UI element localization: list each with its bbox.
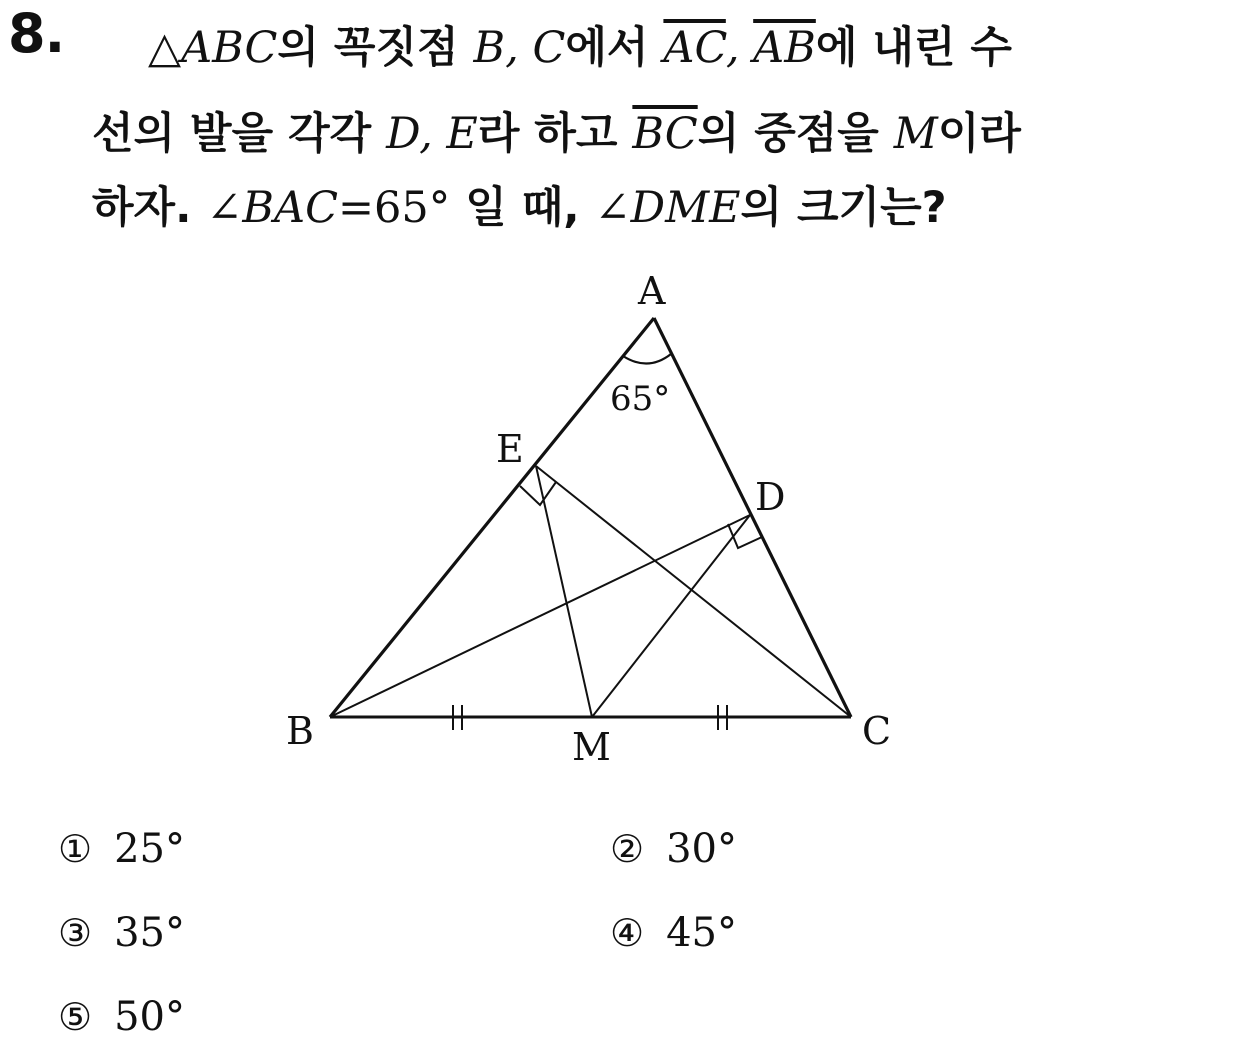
line1-segment-7: 에 내린 수 [815,23,1012,73]
angle-label: 65° [610,379,671,419]
label-d: D [755,475,786,519]
choice-5[interactable] [58,994,185,1040]
label-b: B [286,709,314,753]
altitude-bd [330,515,750,717]
line1-segment-4: $\overline{AC}$ [663,23,726,73]
line1-segment-0: △ABC [148,23,278,73]
choice-2-value: 30° [666,826,737,872]
line1-segment-5: , [725,23,754,73]
line2-segment-5: M [893,109,938,159]
segment-md [592,515,750,717]
line1-segment-6: $\overline{AB}$ [753,23,816,73]
line2-segment-1: D, E [386,109,478,159]
choice-5-mark: ⑤ [58,995,93,1039]
side-ab [330,318,654,717]
line3-segment-0: 하자. [92,183,207,233]
line3-segment-2: =65° [337,183,451,233]
angle-arc-a [623,354,671,364]
choice-4-mark: ④ [610,911,645,955]
line2-segment-4: 의 중점을 [697,109,894,159]
choice-3-mark: ③ [58,911,93,955]
line2-segment-0: 선의 발을 각각 [92,109,387,159]
choice-2-mark: ② [610,827,645,871]
label-c: C [862,709,892,753]
line1-segment-3: 에서 [565,23,664,73]
line1-segment-1: 의 꼭짓점 [277,23,474,73]
line3-segment-1: ∠BAC [206,183,338,233]
choice-2[interactable] [610,826,737,872]
line2-segment-6: 이라 [937,109,1021,159]
label-e: E [496,427,524,471]
label-a: A [638,269,666,313]
right-angle-mark-e [520,482,556,505]
choice-4[interactable] [610,910,737,956]
choice-1-mark: ① [58,827,93,871]
choice-1-value: 25° [114,826,185,872]
line1-segment-2: B, C [473,23,566,73]
line3-segment-3: 일 때, [450,183,595,233]
side-ac [654,318,851,717]
choice-4-value: 45° [666,910,737,956]
choice-1[interactable] [58,826,185,872]
question-number: 8. [8,2,65,65]
choice-3-value: 35° [114,910,185,956]
line3-segment-5: 의 크기는? [740,183,947,233]
choice-5-value: 50° [114,994,185,1040]
label-m: M [572,725,611,769]
choice-3[interactable] [58,910,185,956]
line2-segment-2: 라 하고 [477,109,633,159]
line3-segment-4: ∠DME [594,183,741,233]
line2-segment-3: $\overline{BC}$ [632,109,698,159]
